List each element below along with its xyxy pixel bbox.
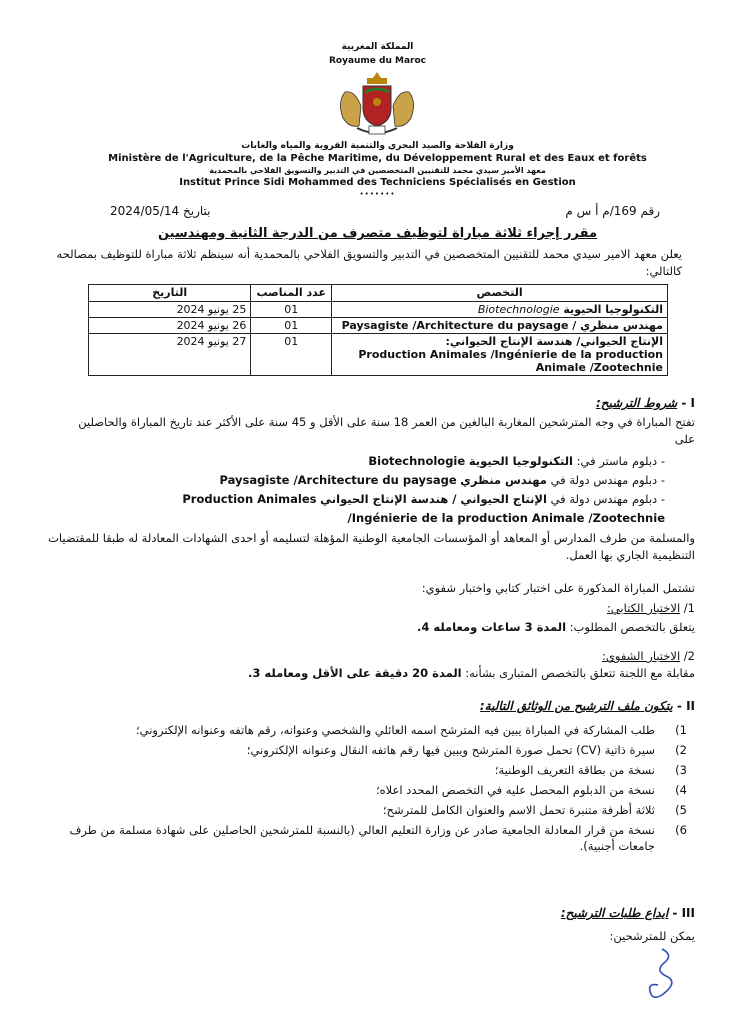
bullet-continuation: /Ingénierie de la production Animale /Zootechnie — [347, 511, 665, 525]
header-specialty: التخصص — [332, 285, 668, 302]
bullet-bold-arabic: مهندس منظري — [460, 473, 547, 487]
oral-exam-duration: المدة 20 دقيقة على الأقل ومعامله 3. — [248, 666, 462, 680]
table-cell-date: 26 يونيو 2024 — [89, 318, 251, 334]
table-header-row — [89, 285, 668, 302]
bullet-bold-arabic: التكنولوجيا الحيوية — [468, 454, 573, 468]
list-item-number: 1) — [675, 723, 687, 737]
section-3-text: يمكن للمترشحين: — [609, 929, 695, 943]
written-exam-duration: المدة 3 ساعات ومعامله 4. — [416, 620, 567, 634]
decorative-stars: ••••••• — [359, 190, 396, 198]
list-item-number: 6) — [675, 823, 687, 837]
list-item-text: نسخة من بطاقة التعريف الوطنية؛ — [494, 763, 655, 777]
table-cell-date: 27 يونيو 2024 — [89, 334, 251, 376]
table-row — [89, 302, 668, 318]
institute-arabic: معهد الأمير سيدي محمد للتقنيين المتخصصين في التدبير والتسويق الفلاحي بالمحمدية — [209, 166, 546, 175]
table-cell-specialty — [332, 334, 668, 376]
table-cell-specialty — [332, 318, 668, 334]
bullet-bold-french: Biotechnologie — [368, 454, 466, 468]
section-1-number: I — [690, 396, 695, 410]
list-item — [55, 762, 695, 778]
list-item-number: 3) — [675, 763, 687, 777]
specialty-french: Paysagiste /Architecture du paysage — [341, 319, 569, 332]
section-2-title: يتكون ملف الترشيح من الوثائق التالية: — [479, 699, 673, 713]
table-row — [89, 318, 668, 334]
section-1-paragraph-2: والمسلمة من طرف المدارس أو المعاهد أو المؤسسات الجامعية الوطنية المؤهلة لتسليمه أو احدى الشهادات المعادلة له طبقا للمقتضيات التنظيمية الجاري بها العمل. — [48, 531, 695, 562]
list-item — [55, 722, 695, 738]
section-3-number: III — [681, 906, 695, 920]
bullet-prefix: دبلوم مهندس دولة في — [550, 473, 658, 487]
list-item-number: 5) — [675, 803, 687, 817]
exam-intro: تشتمل المباراة المذكورة على اختبار كتابي واختبار شفوي: — [421, 581, 695, 595]
section-3-heading: III - ايداع طلبات الترشيح: — [560, 906, 695, 920]
list-item — [55, 742, 695, 758]
list-item-text: نسخة من الدبلوم المحصل عليه في التخصص المحدد اعلاه؛ — [375, 783, 655, 797]
institute-french: Institut Prince Sidi Mohammed des Techniciens Spécialisés en Gestion — [179, 177, 576, 188]
section-2-heading: II - يتكون ملف الترشيح من الوثائق التالية: — [479, 699, 695, 713]
written-exam-number: 1/ — [683, 601, 695, 615]
section-1-heading: I - شروط الترشيح: — [595, 396, 695, 410]
list-item-text: ثلاثة أظرفة متنبرة تحمل الاسم والعنوان الكامل للمترشح؛ — [382, 803, 655, 817]
document-date: بتاريخ 2024/05/14 — [110, 204, 211, 218]
table-row — [89, 334, 668, 376]
ministry-arabic: وزارة الفلاحة والصيد البحري والتنمية القروية والمياه والغابات — [241, 141, 514, 151]
page-title-text: مقرر إجراء ثلاثة مباراة لتوظيف متصرف من الدرجة الثانية ومهندسين — [157, 226, 598, 241]
written-exam-details — [417, 619, 695, 636]
table-cell-posts: 01 — [251, 302, 332, 318]
specialty-arabic: التكنولوجيا الحيوية — [563, 303, 663, 316]
oral-exam-heading — [602, 648, 695, 665]
oral-exam-number: 2/ — [683, 649, 695, 663]
positions-table — [88, 284, 668, 376]
reference-number: رقم 169/م أ س م — [565, 204, 660, 218]
ministry-french: Ministère de l'Agriculture, de la Pêche Maritime, du Développement Rural et des Eaux et forêts — [108, 153, 647, 164]
written-exam-text: يتعلق بالتخصص المطلوب: — [569, 620, 695, 634]
section-2-number: II — [686, 699, 695, 713]
list-item-number: 4) — [675, 783, 687, 797]
kingdom-french: Royaume du Maroc — [328, 56, 427, 66]
bullet-bold-french: Paysagiste /Architecture du paysage — [219, 473, 457, 487]
list-item: - دبلوم مهندس دولة في مهندس منظري Paysagiste /Architecture du paysage — [219, 473, 665, 487]
list-item-number: 2) — [675, 743, 687, 757]
written-exam-label: الاختبار الكتابي: — [606, 601, 681, 615]
table-cell-specialty — [332, 302, 668, 318]
list-item: - دبلوم مهندس دولة في الإنتاج الحيواني / هندسة الإنتاج الحيواني Production Animales — [182, 492, 665, 506]
table-cell-date: 25 يونيو 2024 — [89, 302, 251, 318]
list-item — [55, 822, 695, 854]
list-item-text: طلب المشاركة في المباراة يبين فيه المترشح اسمه العائلي والشخصي وعنوانه، رقم هاتفه وعنوانه الإلكتروني؛ — [135, 723, 655, 737]
specialty-arabic: مهندس منظري / — [572, 319, 663, 332]
oral-exam-text: مقابلة مع اللجنة تتعلق بالتخصص المتبارى بشأنه: — [465, 666, 695, 680]
header-date: التاريخ — [89, 285, 251, 302]
table-cell-posts: 01 — [251, 334, 332, 376]
documents-list — [55, 722, 695, 858]
section-1-title: شروط الترشيح: — [595, 396, 678, 410]
intro-paragraph: يعلن معهد الامير سيدي محمد للتقنيين المتخصصين في التدبير والتسويق الفلاحي بالمحمدية أنه سينظم ثلاثة مباراة للتوظيف بمصالحه كالتالي: — [56, 247, 682, 278]
bullet-bold-french: Production Animales — [182, 492, 317, 506]
list-item — [55, 802, 695, 818]
bullet-prefix: دبلوم ماستر في: — [576, 454, 658, 468]
oral-exam-label: الاختبار الشفوي: — [602, 649, 681, 663]
page-title — [0, 226, 755, 241]
table-cell-posts: 01 — [251, 318, 332, 334]
oral-exam-details — [248, 665, 695, 682]
moroccan-coat-of-arms-emblem — [327, 70, 427, 140]
section-3-title: ايداع طلبات الترشيح: — [560, 906, 669, 920]
kingdom-arabic: المملكة المغربية — [341, 42, 414, 52]
handwritten-signature — [642, 945, 682, 1005]
specialty-french: Production Animales /Ingénierie de la production Animale /Zootechnie — [358, 348, 663, 374]
list-item: - دبلوم ماستر في: التكنولوجيا الحيوية Biotechnologie — [368, 454, 665, 468]
written-exam-heading — [607, 600, 695, 617]
bullet-prefix: دبلوم مهندس دولة في — [550, 492, 658, 506]
bullet-bold-arabic: الإنتاج الحيواني / هندسة الإنتاج الحيواني — [320, 492, 547, 506]
list-item-text: سيرة ذاتية (CV) تحمل صورة المترشح ويبين فيها رقم هاتفه النقال وعنوانه الإلكتروني؛ — [246, 743, 655, 757]
header-posts: عدد المناصب — [251, 285, 332, 302]
specialty-french: Biotechnologie — [477, 303, 560, 316]
list-item — [55, 782, 695, 798]
section-1-paragraph: تفتح المباراة في وجه المترشحين المغاربة البالغين من العمر 18 سنة على الأقل و 45 سنة على الأكثر عند تاريخ المباراة والحاصلين على — [78, 415, 695, 446]
specialty-arabic: الإنتاج الحيواني/ هندسة الإنتاج الحيواني: — [445, 335, 663, 348]
list-item-text: نسخة من قرار المعادلة الجامعية صادر عن وزارة التعليم العالي (بالنسبة للمترشحين الحاصلين على شهادة مسلمة من طرف جامعات أجنبية). — [69, 823, 655, 853]
